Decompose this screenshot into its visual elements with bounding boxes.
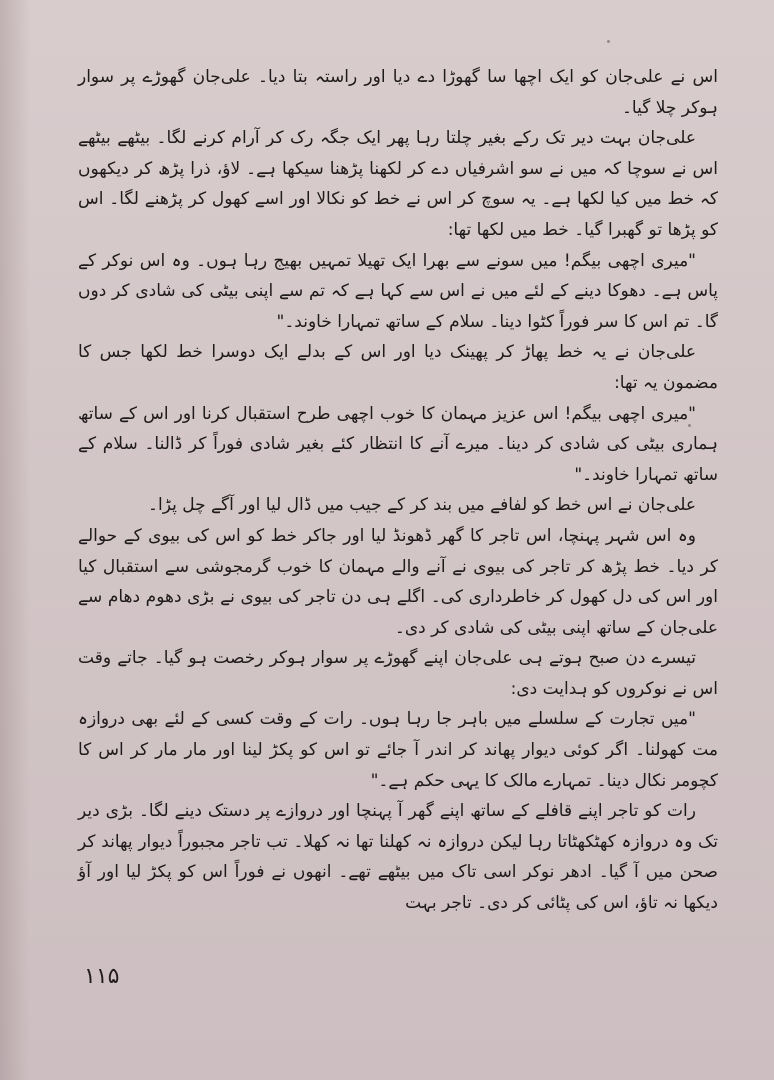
page-binding-shadow [0,0,30,1080]
paragraph: وہ اس شہر پہنچا، اس تاجر کا گھر ڈھونڈ لیا اور جاکر خط کو اس کی بیوی کے حوالے کر دیا۔ خط پڑھ کر تاجر کی بیوی نے آنے والے مہمان کا خوب گرمجوشی سے استقبال کیا اور اس کی دل کھول کر خاطرداری کی۔ اگلے ہی دن تاجر کی بیوی نے بڑی دھوم دھام سے علی‌جان کے ساتھ اپنی بیٹی کی شادی کر دی۔ [78,525,718,638]
paragraph: اس نے علی‌جان کو ایک اچھا سا گھوڑا دے دیا اور راستہ بتا دیا۔ علی‌جان گھوڑے پر سوار ہوکر چلا گیا۔ [78,67,718,118]
paragraph: "میں تجارت کے سلسلے میں باہر جا رہا ہوں۔ رات کے وقت کسی کے لئے بھی دروازہ مت کھولنا۔ اگر کوئی دیوار پھاند کر اندر آ جائے تو اس کو پکڑ لینا اور مار مار کر اس کا کچومر نکال دینا۔ تمہارے مالک کا یہی حکم ہے۔" [78,709,718,791]
paragraph: علی‌جان نے اس خط کو لفافے میں بند کر کے جیب میں ڈال لیا اور آگے چل پڑا۔ [148,495,696,516]
paragraph: علی‌جان نے یہ خط پھاڑ کر پھینک دیا اور اس کے بدلے ایک دوسرا خط لکھا جس کا مضمون یہ تھا: [78,342,718,393]
paragraph: رات کو تاجر اپنے قافلے کے ساتھ اپنے گھر آ پہنچا اور دروازے پر دستک دینے لگا۔ بڑی دیر تک وہ دروازہ کھٹکھٹاتا رہا لیکن دروازہ نہ کھلنا تھا نہ کھلا۔ تب تاجر مجبوراً دیوار پھاند کر صحن میں آ گیا۔ ادھر نوکر اسی تاک میں بیٹھے تھے۔ انھوں نے فوراً اس کو پکڑ لیا اور آؤ دیکھا نہ تاؤ، اس کی پٹائی کر دی۔ تاجر بہت [78,801,718,914]
page-number: ۱۱۵ [84,964,120,989]
paper-speck [607,40,610,43]
page-body-text [78,62,718,919]
paragraph: تیسرے دن صبح ہوتے ہی علی‌جان اپنے گھوڑے پر سوار ہوکر رخصت ہو گیا۔ جاتے وقت اس نے نوکروں کو ہدایت دی: [78,648,718,699]
paragraph: "میری اچھی بیگم! اس عزیز مہمان کا خوب اچھی طرح استقبال کرنا اور اس کے ساتھ ہماری بیٹی کی شادی کر دینا۔ میرے آنے کا انتظار کئے بغیر شادی فوراً کر ڈالنا۔ سلام کے ساتھ تمہارا خاوند۔" [78,403,718,485]
paragraph: "میری اچھی بیگم! میں سونے سے بھرا ایک تھیلا تمہیں بھیج رہا ہوں۔ وہ اس نوکر کے پاس ہے۔ دھوکا دینے کے لئے میں نے اس سے کہا ہے کہ تم سے اپنی بیٹی کی شادی کر دوں گا۔ تم اس کا سر فوراً کٹوا دینا۔ سلام کے ساتھ تمہارا خاوند۔" [78,250,718,332]
paragraph: علی‌جان بہت دیر تک رکے بغیر چلتا رہا پھر ایک جگہ رک کر آرام کرنے لگا۔ بیٹھے بیٹھے اس نے سوچا کہ میں نے سو اشرفیاں دے کر لکھنا پڑھنا سیکھا ہے۔ لاؤ، ذرا پڑھ کر دیکھوں کہ خط میں کیا لکھا ہے۔ یہ سوچ کر اس نے خط کو نکالا اور اسے کھول کر پڑھنے لگا۔ اس کو پڑھا تو گھبرا گیا۔ خط میں لکھا تھا: [78,128,718,240]
paper-speck [688,424,691,427]
